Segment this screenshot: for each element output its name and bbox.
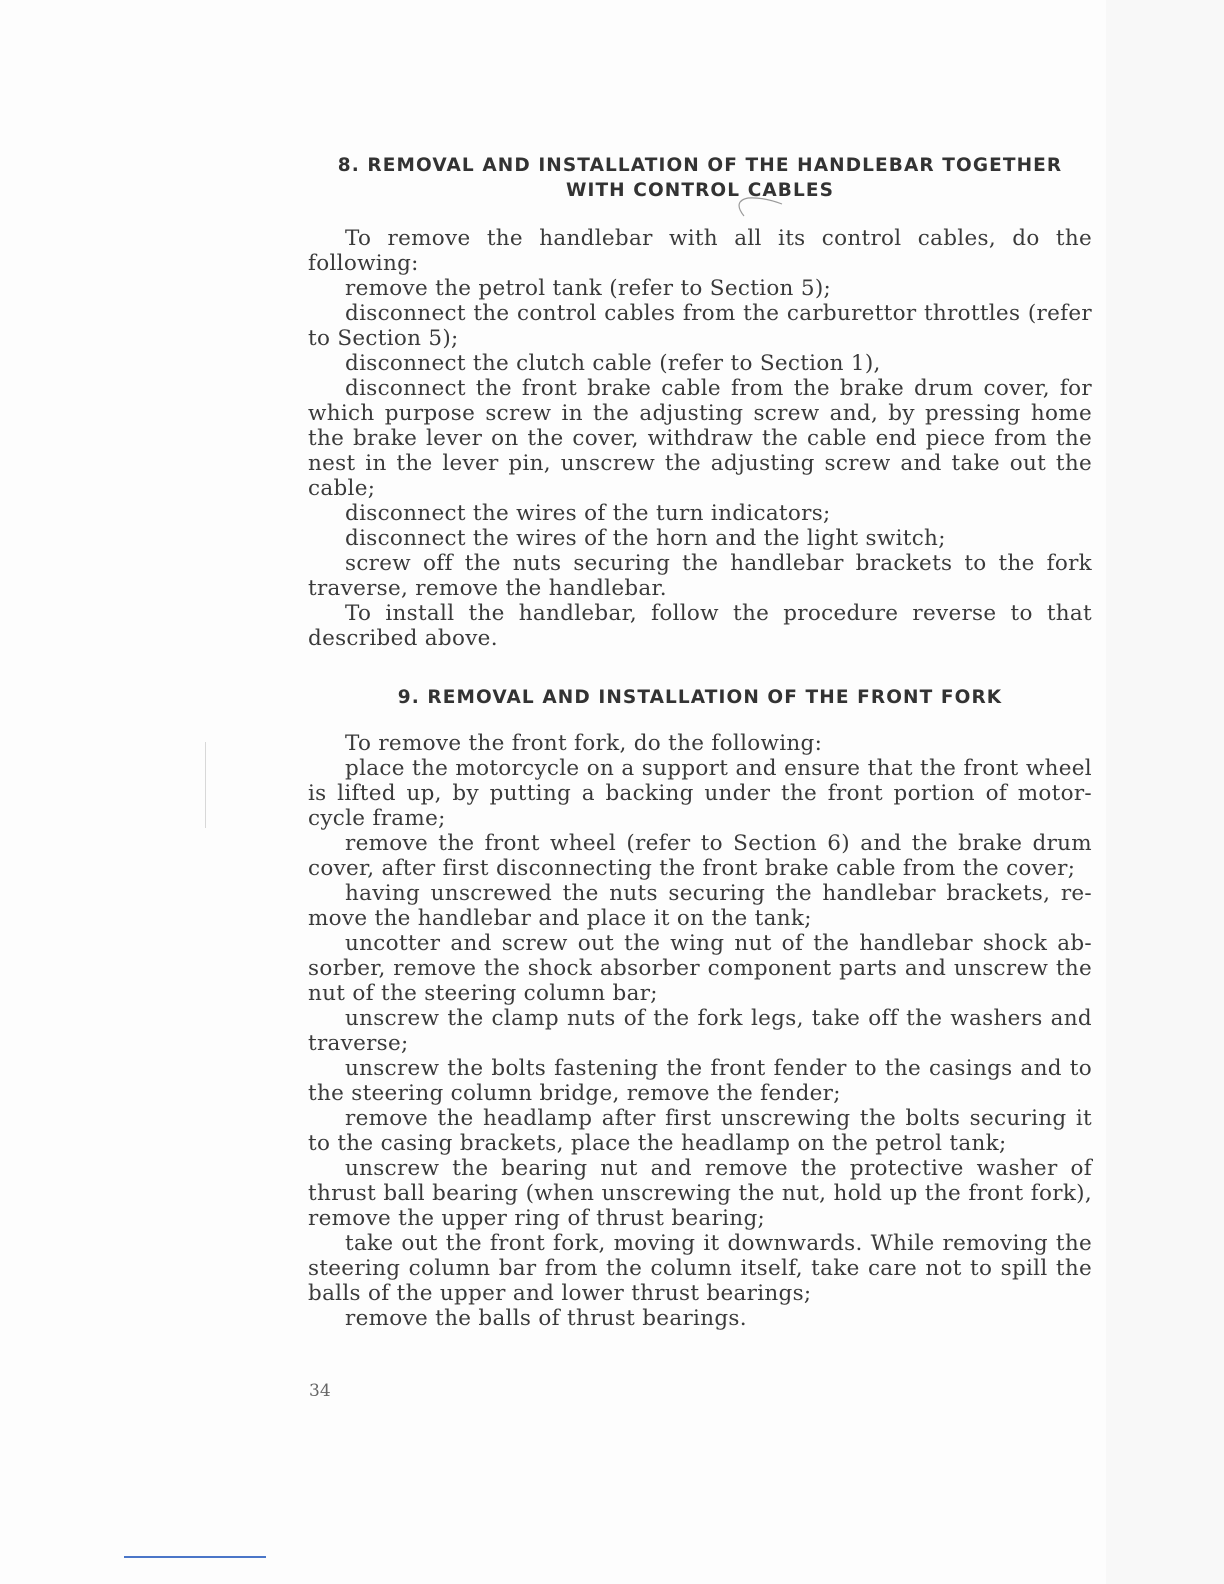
pen-stroke-mark: [732, 196, 784, 222]
section-8-paragraph: disconnect the control cables from the carburettor throttles (refer to Section 5);: [308, 301, 1092, 351]
section-8-paragraph: disconnect the wires of the turn indicators;: [345, 501, 831, 526]
section-8-paragraph: screw off the nuts securing the handlebar brackets to the fork traverse, remove the handlebar.: [308, 551, 1092, 601]
section-8-paragraph: disconnect the front brake cable from the brake drum cover, for which purpose screw in the adjusting screw and, by pressing home the brake lever on the cover, withdraw the cable end piece from the nest in the lever pin, unscrew the adjusting screw and take out the cable;: [308, 376, 1092, 501]
section-8-heading-block: [300, 153, 1100, 203]
section-9-body: [308, 731, 1092, 1331]
section-8-heading-line2: WITH CONTROL CABLES: [565, 180, 835, 201]
section-9-paragraph: uncotter and screw out the wing nut of the handlebar shock ab-sorber, remove the shock absorber component parts and unscrew the nut of the steering column bar;: [308, 931, 1092, 1006]
section-9-paragraph: To remove the front fork, do the following:: [345, 731, 823, 756]
footer-rule: [124, 1556, 266, 1558]
section-9-heading-block: [300, 685, 1100, 710]
scan-artifact: [205, 768, 206, 828]
section-8-paragraph: disconnect the wires of the horn and the light switch;: [345, 526, 946, 551]
section-9-paragraph: remove the front wheel (refer to Section 6) and the brake drum cover, after first disconnecting the front brake cable from the cover;: [308, 831, 1092, 881]
section-9-paragraph: unscrew the clamp nuts of the fork legs, take off the washers and traverse;: [308, 1006, 1092, 1056]
section-8-heading-line1: 8. REMOVAL AND INSTALLATION OF THE HANDLEBAR TOGETHER: [337, 155, 1063, 176]
section-9-paragraph: remove the balls of thrust bearings.: [345, 1306, 747, 1331]
section-9-paragraph: unscrew the bearing nut and remove the protective washer of thrust ball bearing (when unscrewing the nut, hold up the front fork), remove the upper ring of thrust bearing;: [308, 1156, 1092, 1231]
section-8-paragraph: disconnect the clutch cable (refer to Section 1),: [345, 351, 881, 376]
section-8-paragraph: To remove the handlebar with all its control cables, do the following:: [308, 226, 1092, 276]
section-9-paragraph: take out the front fork, moving it downwards. While removing the steering column bar from the column itself, take care not to spill the balls of the upper and lower thrust bearings;: [308, 1231, 1092, 1306]
section-8-paragraph: To install the handlebar, follow the procedure reverse to that described above.: [308, 601, 1092, 651]
section-8-body: [308, 226, 1092, 651]
section-9-paragraph: remove the headlamp after first unscrewing the bolts securing it to the casing brackets, place the headlamp on the petrol tank;: [308, 1106, 1092, 1156]
section-9-paragraph: place the motorcycle on a support and ensure that the front wheel is lifted up, by putting a backing under the front portion of motor-cycle frame;: [308, 756, 1092, 831]
section-9-paragraph: unscrew the bolts fastening the front fender to the casings and to the steering column bridge, remove the fender;: [308, 1056, 1092, 1106]
section-9-heading: 9. REMOVAL AND INSTALLATION OF THE FRONT FORK: [397, 687, 1003, 708]
section-9-paragraph: having unscrewed the nuts securing the handlebar brackets, re-move the handlebar and place it on the tank;: [308, 881, 1092, 931]
page-number: 34: [309, 1381, 331, 1401]
section-8-paragraph: remove the petrol tank (refer to Section 5);: [345, 276, 832, 301]
scan-shade: [1106, 0, 1224, 1584]
section-8-heading: [300, 153, 1100, 203]
